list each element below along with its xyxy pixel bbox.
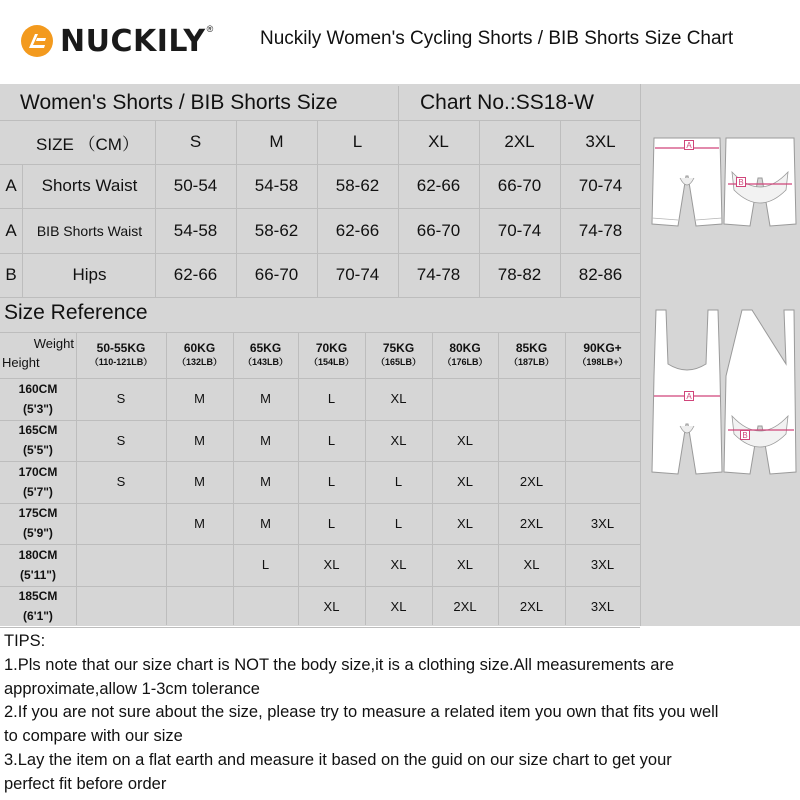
recommended-size-cell: XL (390, 598, 407, 614)
weight-lb: （198LB+） (577, 357, 628, 367)
weight-column-header (432, 332, 498, 378)
recommended-size-cell: L (327, 515, 336, 531)
size-value-cell: 62-66 (416, 176, 461, 195)
height-cm: 175CM (18, 506, 58, 521)
weight-lb: （187LB） (508, 357, 554, 367)
grid-line (365, 332, 366, 625)
recommended-size-cell: L (394, 474, 403, 490)
recommended-size-cell: 2XL (519, 474, 544, 490)
recommended-size-cell: S (116, 474, 126, 490)
size-value-cell: 70-74 (335, 265, 380, 284)
recommended-size-cell (76, 586, 166, 628)
recommended-size-cell: 2XL (519, 598, 544, 614)
tips-heading: TIPS: (4, 632, 46, 650)
measure-label: Hips (72, 265, 107, 284)
grid-line (0, 544, 640, 545)
measure-marker: B (5, 265, 17, 284)
size-value-cell: 62-66 (335, 220, 380, 240)
weight-kg: 75KG (382, 341, 415, 355)
recommended-size-cell (498, 420, 565, 462)
grid-line (498, 332, 499, 625)
grid-line (560, 120, 561, 297)
grid-line (0, 253, 640, 254)
weight-column-header (298, 332, 365, 378)
recommended-size-cell (498, 378, 565, 420)
size-value-cell: 74-78 (578, 220, 623, 240)
weight-lb: （154LB） (308, 357, 354, 367)
height-cm: 185CM (18, 589, 58, 604)
weight-column-header (365, 332, 432, 378)
weight-column-header (76, 332, 166, 378)
recommended-size-cell: L (327, 391, 336, 407)
size-reference-title: Size Reference (4, 301, 148, 324)
size-value-cell: 62-66 (173, 265, 218, 284)
recommended-size-cell (166, 586, 233, 628)
tips-line: 2.If you are not sure about the size, please try to measure a related item you own that fits you well (4, 703, 719, 722)
tips-line: 1.Pls note that our size chart is NOT the body size,it is a clothing size.All measurements are (4, 655, 675, 674)
measure-marker: A (5, 220, 17, 240)
recommended-size-cell: XL (390, 557, 407, 573)
height-cm: 165CM (18, 423, 58, 438)
recommended-size-cell: S (116, 391, 126, 407)
tips-line: approximate,allow 1-3cm tolerance (4, 679, 260, 698)
page-title: Nuckily Women's Cycling Shorts / BIB Shorts Size Chart (260, 28, 734, 49)
weight-kg: 50-55KG (96, 341, 146, 355)
recommended-size-cell: L (394, 515, 403, 531)
brand-name: NUCKILY (60, 23, 206, 59)
weight-lb: （132LB） (176, 357, 222, 367)
size-value-cell: 70-74 (497, 220, 542, 240)
recommended-size-cell: 3XL (590, 557, 615, 573)
grid-line (0, 627, 640, 628)
weight-kg: 65KG (249, 341, 282, 355)
size-header-label: SIZE （CM） (36, 134, 139, 154)
size-value-cell: 66-70 (416, 220, 461, 240)
recommended-size-cell: M (260, 474, 271, 490)
grid-line (479, 120, 480, 297)
recommended-size-cell: XL (457, 557, 473, 573)
height-row-header (0, 586, 76, 628)
grid-line (0, 208, 640, 209)
grid-line (398, 86, 399, 120)
weight-column-header (498, 332, 565, 378)
grid-line (155, 120, 156, 297)
recommended-size-cell: XL (457, 474, 473, 490)
recommended-size-cell (76, 503, 166, 545)
size-value-cell: 66-70 (497, 176, 542, 195)
shorts-front-marker: A (684, 140, 694, 150)
size-column-header: 2XL (504, 132, 535, 151)
size-value-cell: 58-62 (335, 176, 380, 195)
weight-axis-label: Weight (33, 335, 74, 351)
grid-line (0, 378, 640, 379)
tips-line: to compare with our size (4, 727, 183, 746)
measure-marker: A (5, 176, 17, 195)
height-row-header (0, 420, 76, 462)
height-cm: 180CM (18, 547, 58, 562)
recommended-size-cell (565, 461, 640, 503)
recommended-size-cell: M (194, 474, 205, 490)
recommended-size-cell: M (260, 391, 271, 407)
grid-line (0, 164, 640, 165)
height-ft: (5'5") (23, 443, 53, 458)
grid-line (0, 332, 640, 333)
shorts-back-marker: B (736, 177, 746, 187)
height-ft: (6'1") (23, 609, 53, 624)
size-value-cell: 82-86 (578, 265, 623, 284)
grid-line (298, 332, 299, 625)
height-ft: (5'9") (23, 526, 53, 541)
measure-label: BIB Shorts Waist (36, 222, 143, 239)
height-row-header (0, 461, 76, 503)
recommended-size-cell: XL (457, 432, 473, 448)
brand-logo-icon (20, 24, 54, 58)
measure-label: Shorts Waist (41, 176, 138, 195)
height-ft: (5'3") (23, 401, 53, 416)
grid-line (432, 332, 433, 625)
recommended-size-cell (565, 420, 640, 462)
weight-kg: 60KG (183, 341, 216, 355)
size-value-cell: 70-74 (578, 176, 623, 195)
recommended-size-cell: S (116, 432, 126, 448)
height-row-header (0, 503, 76, 545)
recommended-size-cell: L (327, 432, 336, 448)
recommended-size-cell: 2XL (453, 598, 477, 614)
height-ft: (5'7") (23, 484, 53, 499)
size-column-header: S (189, 132, 202, 151)
height-ft: (5'11") (20, 567, 56, 582)
size-value-cell: 66-70 (254, 265, 299, 284)
weight-lb: （143LB） (242, 357, 288, 367)
recommended-size-cell: XL (323, 598, 340, 614)
size-value-cell: 74-78 (416, 265, 461, 284)
recommended-size-cell: XL (457, 515, 473, 531)
bib-back-marker: B (740, 430, 750, 440)
tips-line: 3.Lay the item on a flat earth and measure it based on the guid on our size chart to get your (4, 750, 672, 769)
recommended-size-cell (233, 586, 298, 628)
weight-column-header (233, 332, 298, 378)
height-cm: 160CM (18, 381, 58, 396)
size-value-cell: 50-54 (173, 176, 218, 195)
weight-lb: （165LB） (375, 357, 421, 367)
weight-lb: （176LB） (442, 357, 488, 367)
grid-line (76, 332, 77, 625)
weight-lb: （110-121LB） (89, 357, 153, 367)
registered-mark: ® (206, 24, 214, 34)
grid-line (398, 120, 399, 297)
size-value-cell: 58-62 (254, 220, 299, 240)
recommended-size-cell: M (194, 432, 205, 448)
recommended-size-cell: M (260, 515, 271, 531)
shorts-back-illustration (722, 132, 798, 232)
recommended-size-cell (565, 378, 640, 420)
grid-line (0, 503, 640, 504)
tips-section (4, 630, 798, 797)
recommended-size-cell: L (327, 474, 336, 490)
size-column-header: M (269, 132, 284, 151)
recommended-size-cell (76, 544, 166, 586)
weight-column-header (166, 332, 233, 378)
bib-front-marker: A (684, 391, 694, 401)
size-table-title: Women's Shorts / BIB Shorts Size (20, 91, 338, 114)
recommended-size-cell: L (261, 557, 270, 573)
height-cm: 170CM (18, 464, 58, 479)
grid-line (640, 84, 641, 626)
weight-kg: 90KG+ (583, 341, 622, 355)
weight-kg: 80KG (449, 341, 481, 355)
grid-line (0, 120, 640, 121)
header (0, 0, 800, 84)
grid-line (233, 332, 234, 625)
recommended-size-cell: 3XL (590, 598, 615, 614)
weight-column-header (565, 332, 640, 378)
weight-kg: 85KG (515, 341, 548, 355)
recommended-size-cell: M (260, 432, 271, 448)
grid-line (317, 120, 318, 297)
grid-line (565, 332, 566, 625)
recommended-size-cell: M (194, 515, 205, 531)
size-column-header: 3XL (585, 132, 616, 151)
grid-line (22, 164, 23, 297)
recommended-size-cell: XL (390, 432, 407, 448)
grid-line (0, 586, 640, 587)
height-row-header (0, 544, 76, 586)
bib-back-illustration (722, 306, 798, 480)
size-value-cell: 54-58 (173, 220, 218, 240)
recommended-size-cell: M (194, 391, 205, 407)
tips-line: perfect fit before order (4, 774, 167, 793)
size-column-header: L (352, 132, 363, 151)
grid-line (166, 332, 167, 625)
recommended-size-cell (166, 544, 233, 586)
recommended-size-cell: XL (390, 391, 407, 407)
grid-line (236, 120, 237, 297)
grid-line (0, 420, 640, 421)
recommended-size-cell: 2XL (519, 515, 544, 531)
recommended-size-cell (432, 378, 498, 420)
chart-number: Chart No.:SS18-W (420, 91, 594, 114)
weight-kg: 70KG (315, 341, 348, 355)
recommended-size-cell: 3XL (590, 515, 615, 531)
grid-line (0, 461, 640, 462)
height-row-header (0, 378, 76, 420)
recommended-size-cell: XL (323, 557, 340, 573)
size-column-header: XL (428, 132, 449, 151)
height-axis-label: Height (2, 354, 40, 370)
size-value-cell: 54-58 (254, 176, 299, 195)
size-value-cell: 78-82 (497, 265, 542, 284)
recommended-size-cell: XL (523, 557, 540, 573)
brand-logo (20, 24, 213, 58)
